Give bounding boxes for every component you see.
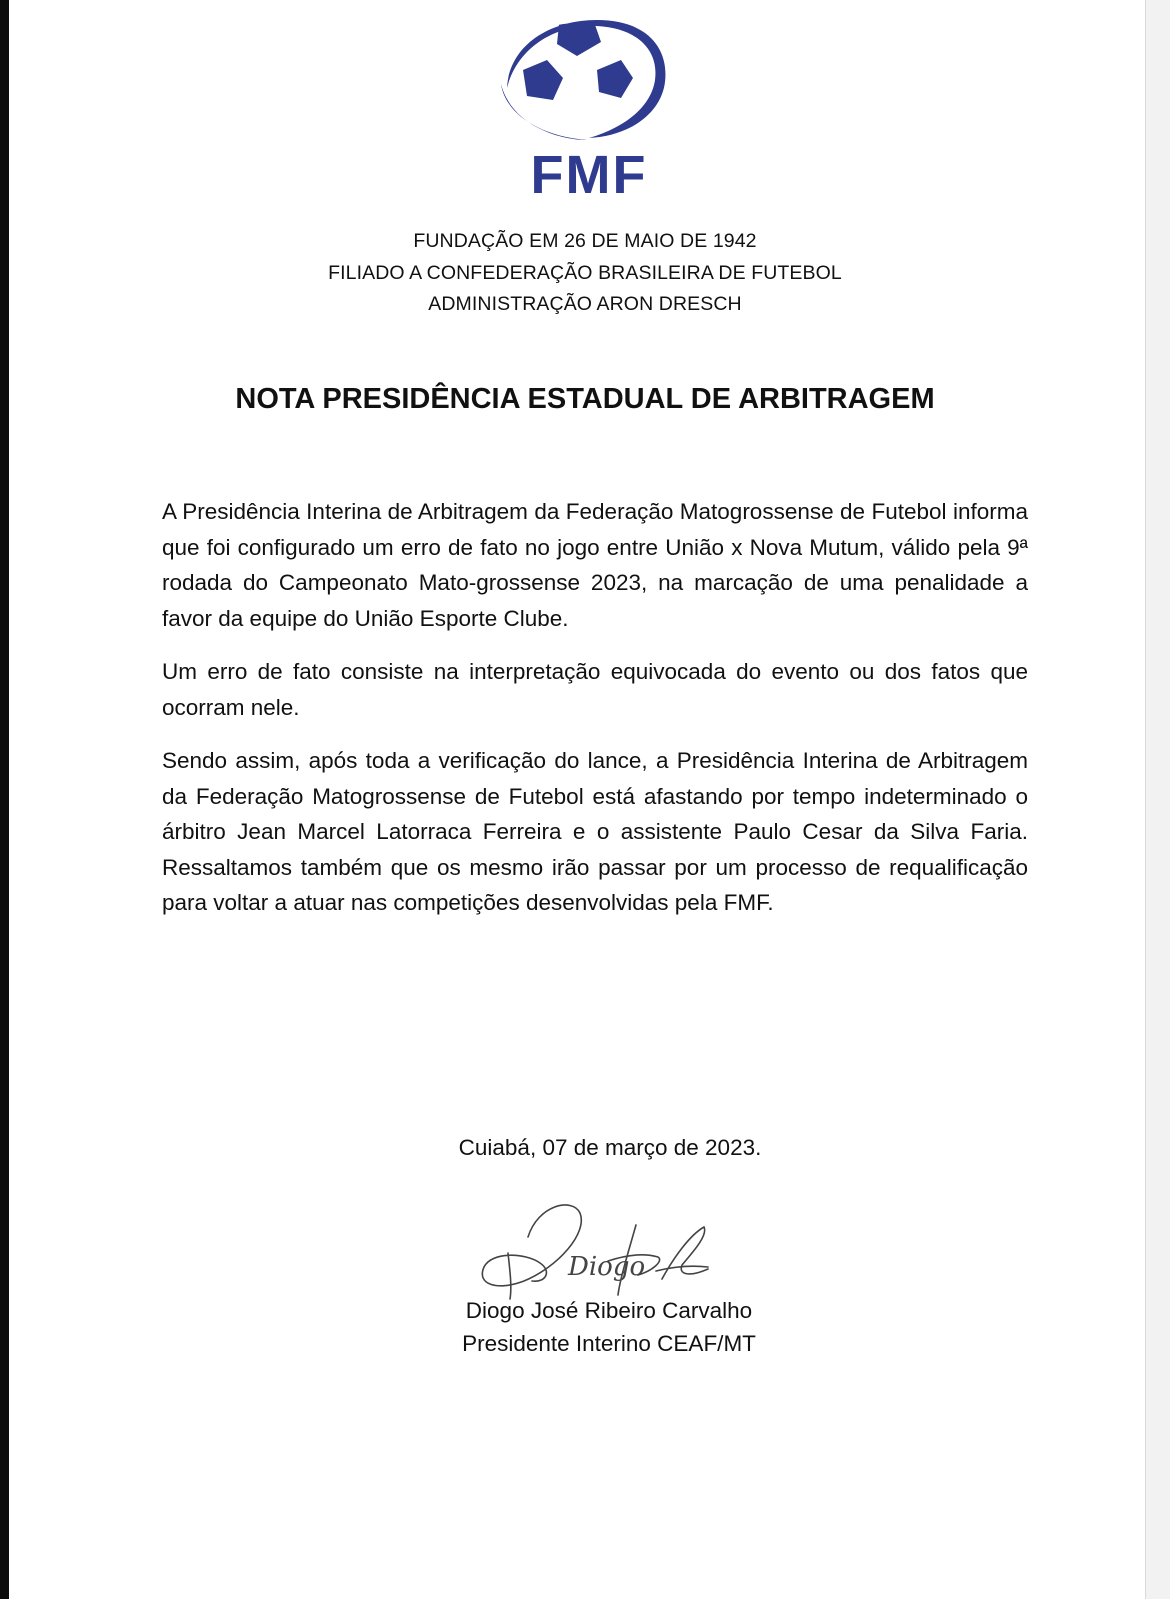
- fmf-logo: [497, 12, 681, 202]
- header-foundation-line: FUNDAÇÃO EM 26 DE MAIO DE 1942: [413, 230, 757, 252]
- body-paragraph-3: Sendo assim, após toda a verificação do lance, a Presidência Interina de Arbitragem da Federação Matogrossense de Futebol está afastando por tempo indeterminado o árbitro Jean Marcel Latorraca Ferreira e o assistente Paulo Cesar da Silva Faria. Ressaltamos também que os mesmo irão passar por um processo de requalificação para voltar a atuar nas competições desenvolvidas pela FMF.: [162, 748, 1028, 915]
- body-paragraph-1: A Presidência Interina de Arbitragem da Federação Matogrossense de Futebol informa que foi configurado um erro de fato no jogo entre União x Nova Mutum, válido pela 9ª rodada do Campeonato Mato-grossense 2023, na marcação de uma penalidade a favor da equipe do União Esporte Clube.: [162, 499, 1028, 631]
- logo-text: FMF: [530, 145, 648, 202]
- header-administration-line: ADMINISTRAÇÃO ARON DRESCH: [428, 293, 742, 315]
- body-paragraph-2: Um erro de fato consiste na interpretação equivocada do evento ou dos fatos que ocorram nele.: [162, 659, 1028, 720]
- document-title: NOTA PRESIDÊNCIA ESTADUAL DE ARBITRAGEM: [235, 383, 935, 415]
- signer-block: [0, 1294, 1170, 1360]
- svg-text:Diogo: Diogo: [568, 1252, 646, 1282]
- soccer-ball-icon: [497, 12, 681, 202]
- signer-name: Diogo José Ribeiro Carvalho: [465, 1298, 753, 1323]
- organization-header: [0, 226, 1170, 321]
- document-body: [162, 494, 1028, 939]
- header-affiliation-line: FILIADO A CONFEDERAÇÃO BRASILEIRA DE FUTEBOL: [328, 261, 842, 284]
- signer-role: Presidente Interino CEAF/MT: [462, 1331, 756, 1356]
- document-date: Cuiabá, 07 de março de 2023.: [458, 1135, 762, 1160]
